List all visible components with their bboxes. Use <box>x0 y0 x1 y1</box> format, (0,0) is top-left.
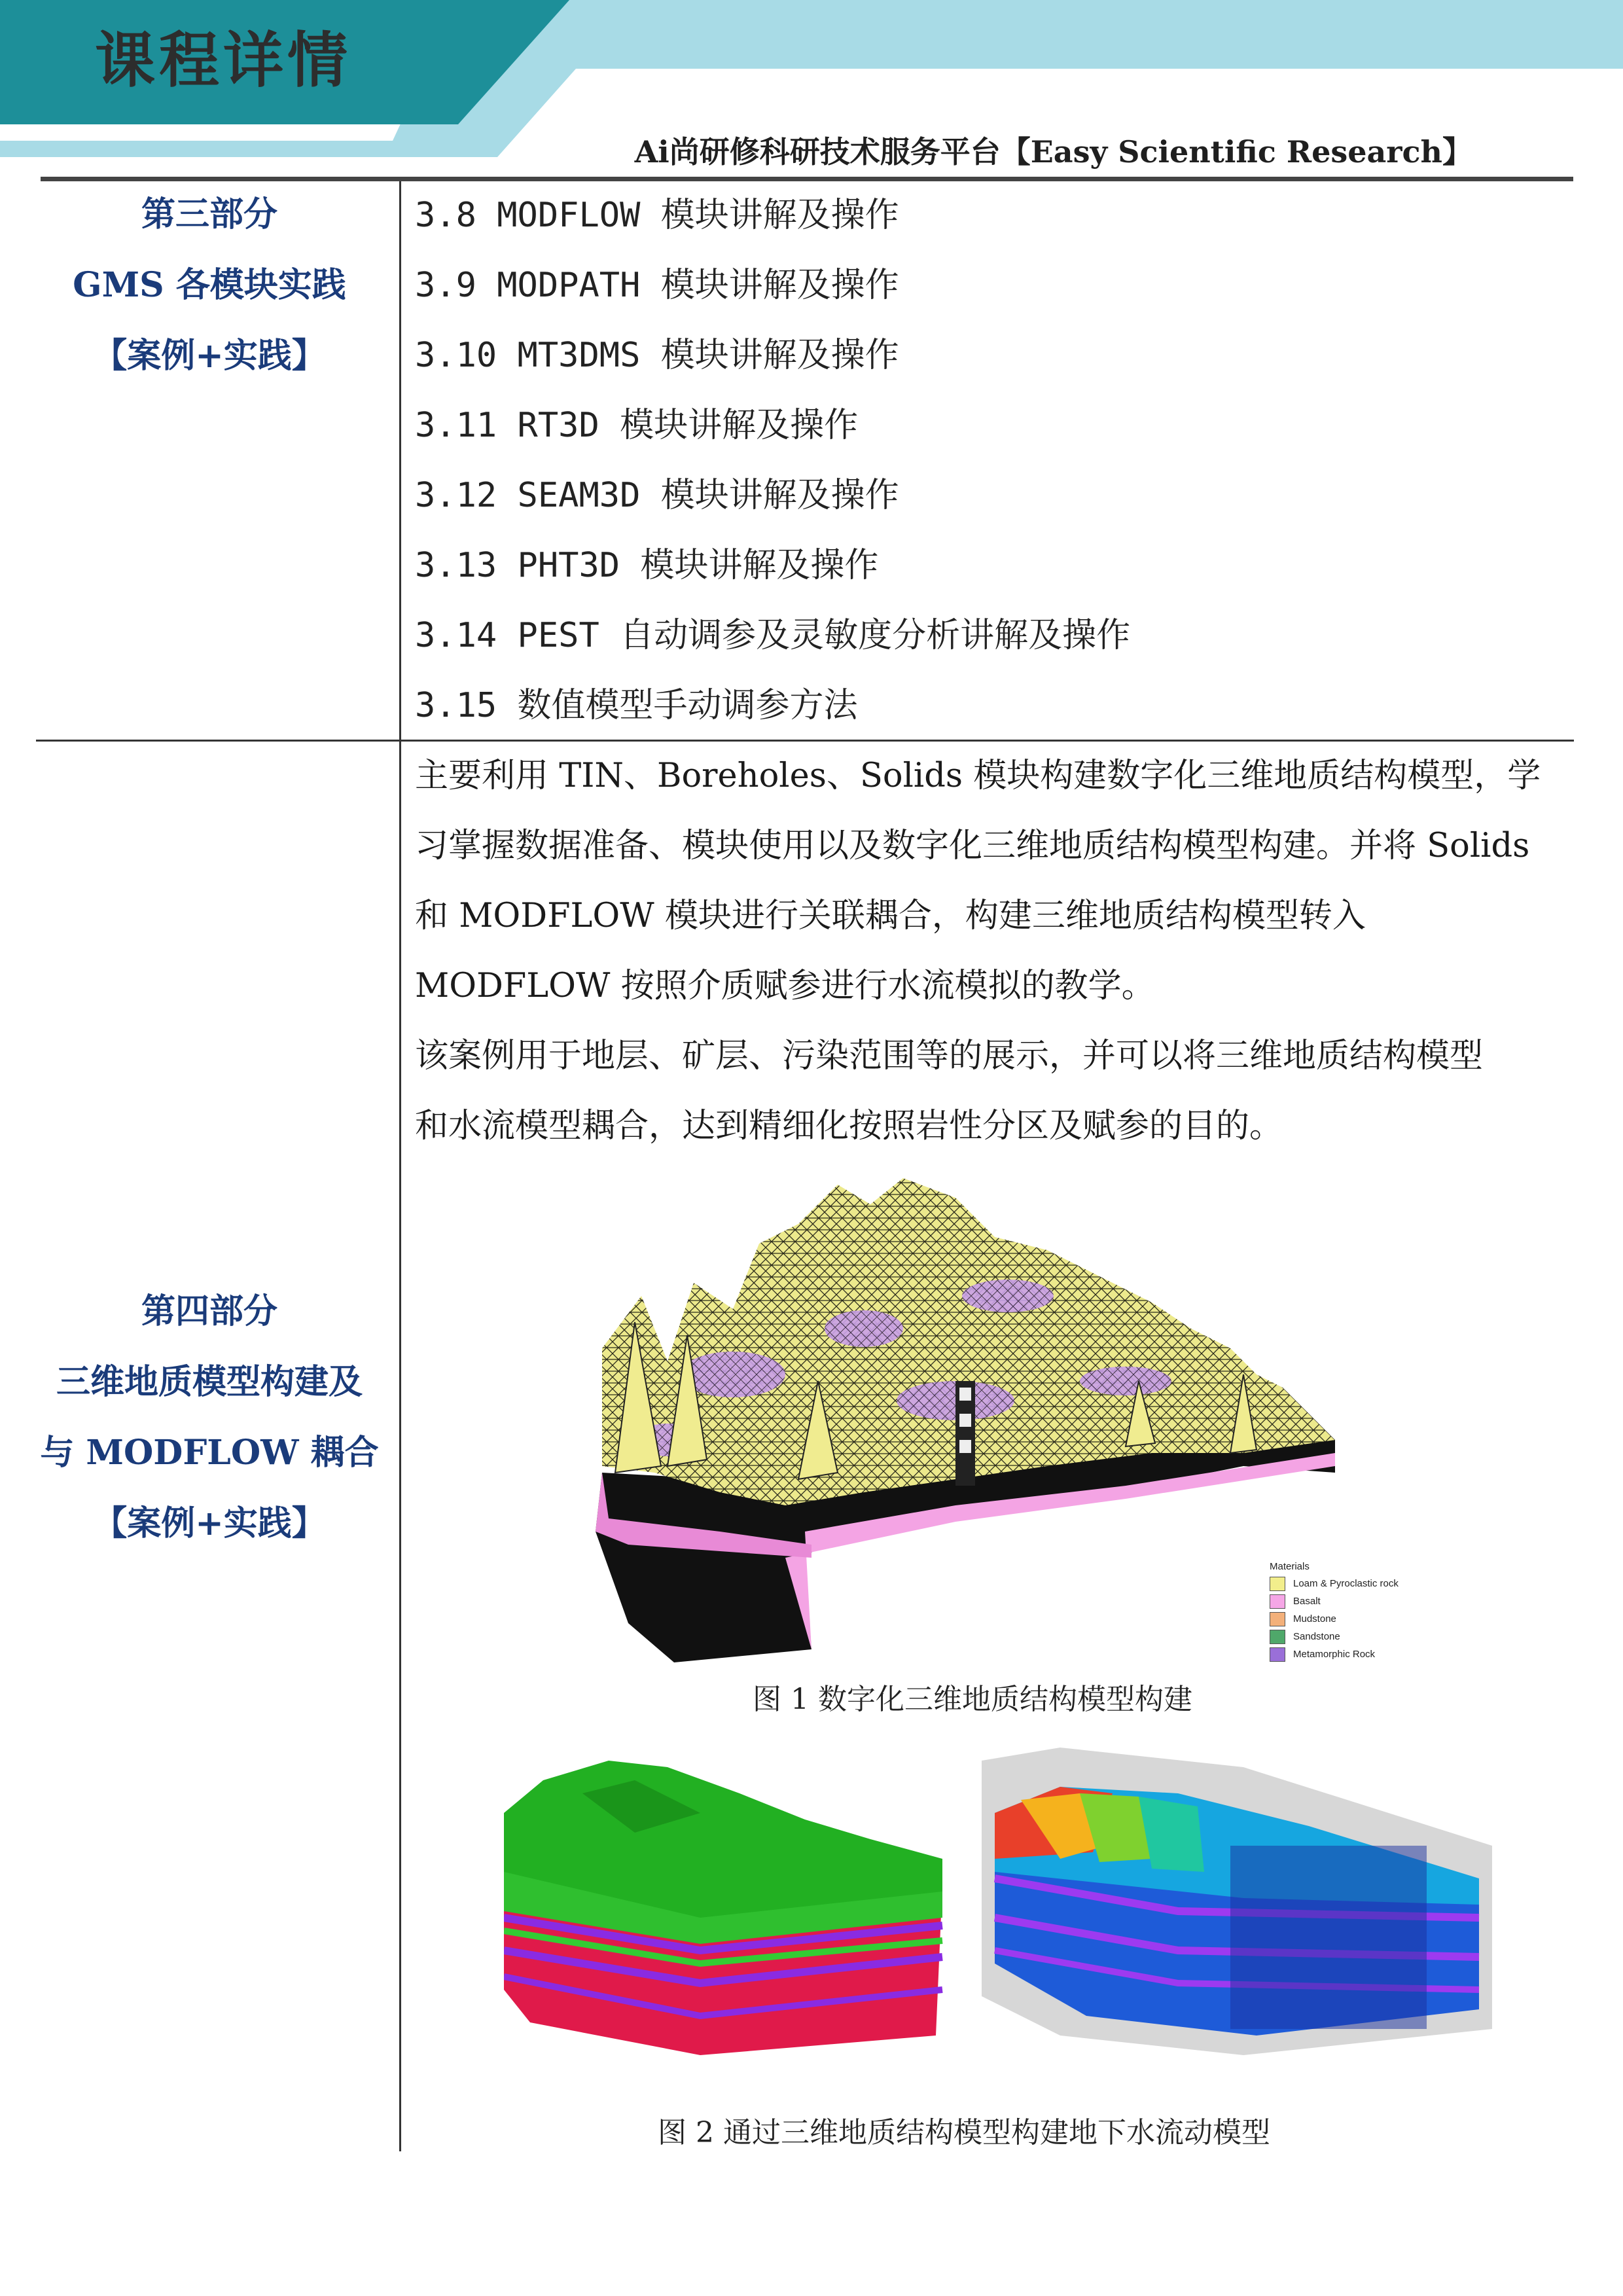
legend-label: Basalt <box>1293 1596 1321 1607</box>
section3-heading-line: GMS 各模块实践 <box>73 265 346 305</box>
paragraph-line: 该案例用于地层、矿层、污染范围等的展示，并可以将三维地质结构模型 <box>415 1037 1484 1075</box>
paragraph-line: 习掌握数据准备、模块使用以及数字化三维地质结构模型构建。并将 Solids <box>415 827 1530 865</box>
column-divider <box>399 181 401 2151</box>
legend-label: Mudstone <box>1293 1613 1336 1624</box>
paragraph-line: 和水流模型耦合，达到精细化按照岩性分区及赋参的目的。 <box>415 1107 1283 1145</box>
section4-heading <box>26 1276 393 1559</box>
legend-swatch <box>1270 1647 1285 1662</box>
legend-item <box>1270 1575 1399 1592</box>
geologic-model-figure <box>589 1165 1342 1662</box>
section3-heading-line: 第三部分 <box>141 194 277 234</box>
legend-swatch <box>1270 1612 1285 1626</box>
list-item: 3.9 MODPATH 模块讲解及操作 <box>415 266 899 305</box>
paragraph-line: 主要利用 TIN、Boreholes、Solids 模块构建数字化三维地质结构模型，学 <box>415 757 1541 795</box>
list-item: 3.14 PEST 自动调参及灵敏度分析讲解及操作 <box>415 616 1131 655</box>
legend-item <box>1270 1645 1399 1663</box>
paragraph-line: MODFLOW 按照介质赋参进行水流模拟的教学。 <box>415 967 1155 1005</box>
section4-description <box>415 741 1567 1161</box>
layered-model-figure <box>504 1754 949 2055</box>
list-item: 3.11 RT3D 模块讲解及操作 <box>415 406 859 445</box>
legend-swatch <box>1270 1630 1285 1644</box>
figure1-caption: 图 1 数字化三维地质结构模型构建 <box>753 1683 1192 1716</box>
flow-model-figure <box>982 1748 1492 2055</box>
page-title: 课程详情 <box>95 26 352 96</box>
legend-title: Materials <box>1270 1561 1310 1572</box>
section4-heading-line: 三维地质模型构建及 <box>56 1362 363 1402</box>
legend-label: Sandstone <box>1293 1631 1340 1642</box>
list-item: 3.13 PHT3D 模块讲解及操作 <box>415 546 879 585</box>
list-item: 3.15 数值模型手动调参方法 <box>415 686 858 725</box>
legend-item <box>1270 1592 1399 1610</box>
list-item: 3.12 SEAM3D 模块讲解及操作 <box>415 476 899 515</box>
legend-label: Loam & Pyroclastic rock <box>1293 1578 1399 1589</box>
platform-name: Ai尚研修科研技术服务平台【Easy Scientific Research】 <box>634 134 1472 170</box>
legend-item <box>1270 1610 1399 1628</box>
materials-legend <box>1270 1561 1399 1663</box>
legend-swatch <box>1270 1577 1285 1591</box>
section3-heading-line: 【案例+实践】 <box>93 336 326 376</box>
legend-swatch <box>1270 1594 1285 1609</box>
paragraph-line: 和 MODFLOW 模块进行关联耦合，构建三维地质结构模型转入 <box>415 897 1366 935</box>
section4-heading-line: 第四部分 <box>141 1291 277 1331</box>
list-item: 3.8 MODFLOW 模块讲解及操作 <box>415 196 899 235</box>
section4-heading-line: 与 MODFLOW 耦合 <box>40 1433 379 1473</box>
section3-heading <box>26 179 393 391</box>
section4-heading-line: 【案例+实践】 <box>93 1503 326 1543</box>
legend-item <box>1270 1628 1399 1645</box>
list-item: 3.10 MT3DMS 模块讲解及操作 <box>415 336 899 375</box>
figure2-caption: 图 2 通过三维地质结构模型构建地下水流动模型 <box>658 2116 1270 2149</box>
legend-label: Metamorphic Rock <box>1293 1649 1376 1660</box>
